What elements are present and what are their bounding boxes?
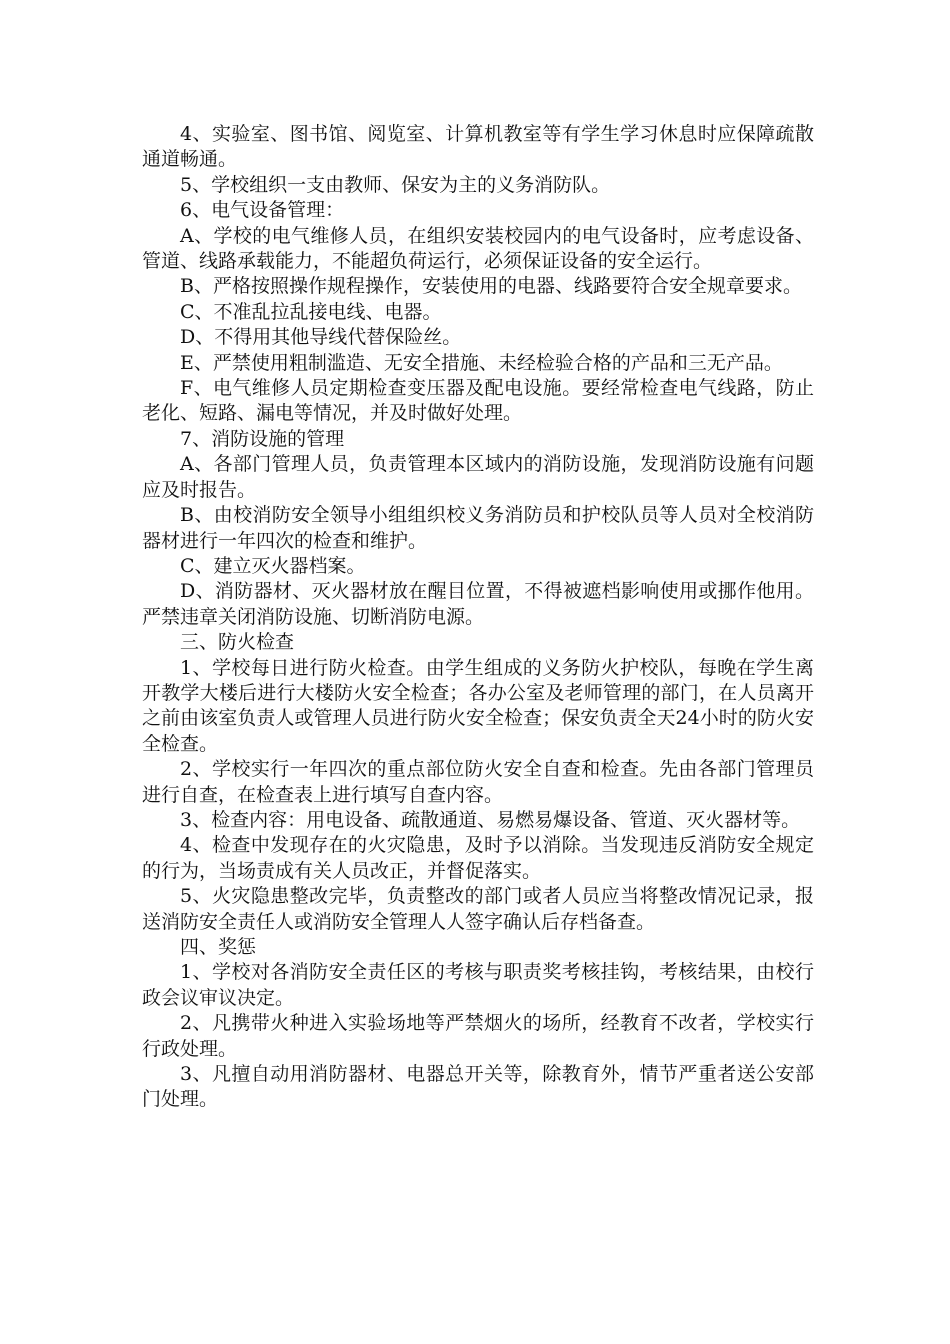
paragraph-facilities-b: B、由校消防安全领导小组组织校义务消防员和护校队员等人员对全校消防器材进行一年四次的检查和维护。 — [142, 504, 814, 552]
paragraph-lab-evacuation: 4、实验室、图书馆、阅览室、计算机教室等有学生学习休息时应保障疏散通道畅通。 — [142, 123, 814, 171]
paragraph-rewards-1: 1、学校对各消防安全责任区的考核与职责奖考核挂钩，考核结果，由校行政会议审议决定。 — [142, 961, 814, 1009]
section-heading-rewards: 四、奖惩 — [180, 936, 257, 958]
paragraph-electrical-f: F、电气维修人员定期检查变压器及配电设施。要经常检查电气线路，防止老化、短路、漏电等情况，并及时做好处理。 — [142, 377, 814, 425]
paragraph-electrical-a: A、学校的电气维修人员，在组织安装校园内的电气设备时，应考虑设备、管道、线路承载能力，不能超负荷运行，必须保证设备的安全运行。 — [142, 224, 814, 273]
paragraph-facilities-heading: 7、消防设施的管理 — [180, 427, 345, 450]
paragraph-facilities-c: C、建立灭火器档案。 — [180, 554, 366, 577]
paragraph-inspection-1: 1、学校每日进行防火检查。由学生组成的义务防火护校队，每晚在学生离开教学大楼后进行大楼防火安全检查；各办公室及老师管理的部门，在人员离开之前由该室负责人或管理人员进行防火安全检查；保安负责全天24小时的防火安全检查。 — [142, 656, 814, 755]
paragraph-electrical-d: D、不得用其他导线代替保险丝。 — [180, 326, 462, 349]
section-heading-inspection: 三、防火检查 — [180, 631, 295, 654]
paragraph-inspection-3: 3、检查内容：用电设备、疏散通道、易燃易爆设备、管道、灭火器材等。 — [180, 808, 801, 831]
document-body — [142, 122, 814, 1113]
paragraph-electrical-e: E、严禁使用粗制滥造、无安全措施、未经检验合格的产品和三无产品。 — [180, 351, 783, 374]
paragraph-inspection-2: 2、学校实行一年四次的重点部位防火安全自查和检查。先由各部门管理员进行自查，在检查表上进行填写自查内容。 — [142, 758, 814, 806]
paragraph-fire-brigade: 5、学校组织一支由教师、保安为主的义务消防队。 — [180, 173, 611, 196]
paragraph-facilities-d: D、消防器材、灭火器材放在醒目位置，不得被遮档影响使用或挪作他用。严禁违章关闭消防设施、切断消防电源。 — [142, 580, 814, 628]
paragraph-inspection-5: 5、火灾隐患整改完毕，负责整改的部门或者人员应当将整改情况记录，报送消防安全责任人或消防安全管理人人签字确认后存档备查。 — [142, 885, 814, 933]
paragraph-electrical-c: C、不准乱拉乱接电线、电器。 — [180, 300, 442, 323]
paragraph-electrical-heading: 6、电气设备管理： — [180, 199, 345, 222]
paragraph-facilities-a: A、各部门管理人员，负责管理本区域内的消防设施，发现消防设施有问题应及时报告。 — [142, 453, 814, 501]
paragraph-rewards-2: 2、凡携带火种进入实验场地等严禁烟火的场所，经教育不改者，学校实行行政处理。 — [142, 1012, 814, 1060]
paragraph-inspection-4: 4、检查中发现存在的火灾隐患，及时予以消除。当发现违反消防安全规定的行为，当场责成有关人员改正，并督促落实。 — [142, 834, 814, 882]
paragraph-rewards-3: 3、凡擅自动用消防器材、电器总开关等，除教育外，情节严重者送公安部门处理。 — [142, 1063, 814, 1111]
paragraph-electrical-b: B、严格按照操作规程操作，安装使用的电器、线路要符合安全规章要求。 — [180, 275, 802, 298]
